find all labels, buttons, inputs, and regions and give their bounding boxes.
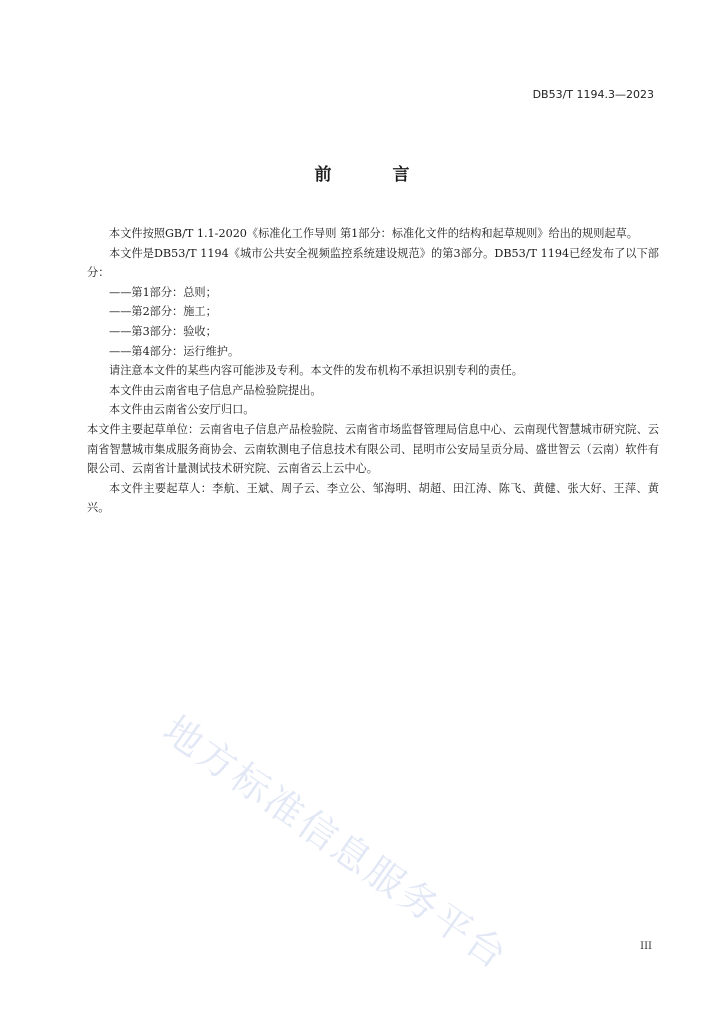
page-number: III [640,941,652,952]
paragraph-administrator: 本文件由云南省公安厅归口。 [109,403,255,417]
foreword-body [87,224,659,518]
paragraph-proposer: 本文件由云南省电子信息产品检验院提出。 [109,383,322,397]
page-title: 前 言 [314,165,432,185]
list-item-part-2: ——第2部分：施工； [109,305,217,319]
paragraph-series-description: 本文件是DB53/T 1194《城市公共安全视频监控系统建设规范》的第3部分。DB53/T 1194已经发布了以下部分： [87,246,659,280]
watermark: 地方标准信息服务平台 [155,707,517,979]
paragraph-patent-notice: 请注意本文件的某些内容可能涉及专利。本文件的发布机构不承担识别专利的责任。 [109,364,523,378]
document-code: DB53/T 1194.3—2023 [532,88,654,101]
paragraph-drafting-rules: 本文件按照GB/T 1.1-2020《标准化工作导则 第1部分：标准化文件的结构和起草规则》给出的规则起草。 [109,227,638,240]
paragraph-drafting-units: 本文件主要起草单位：云南省电子信息产品检验院、云南省市场监督管理局信息中心、云南现代智慧城市研究院、云南省智慧城市集成服务商协会、云南软测电子信息技术有限公司、昆明市公安局呈贡分局、盛世智云（云南）软件有限公司、云南省计量测试技术研究院、云南省云上云中心。 [87,422,659,476]
list-item-part-1: ——第1部分：总则； [109,285,217,299]
paragraph-drafters: 本文件主要起草人：李航、王斌、周子云、李立公、邹海明、胡超、田江涛、陈飞、黄健、张大好、王萍、黄兴。 [87,481,659,515]
list-item-part-3: ——第3部分：验收； [109,324,217,338]
list-item-part-4: ——第4部分：运行维护。 [109,344,240,358]
